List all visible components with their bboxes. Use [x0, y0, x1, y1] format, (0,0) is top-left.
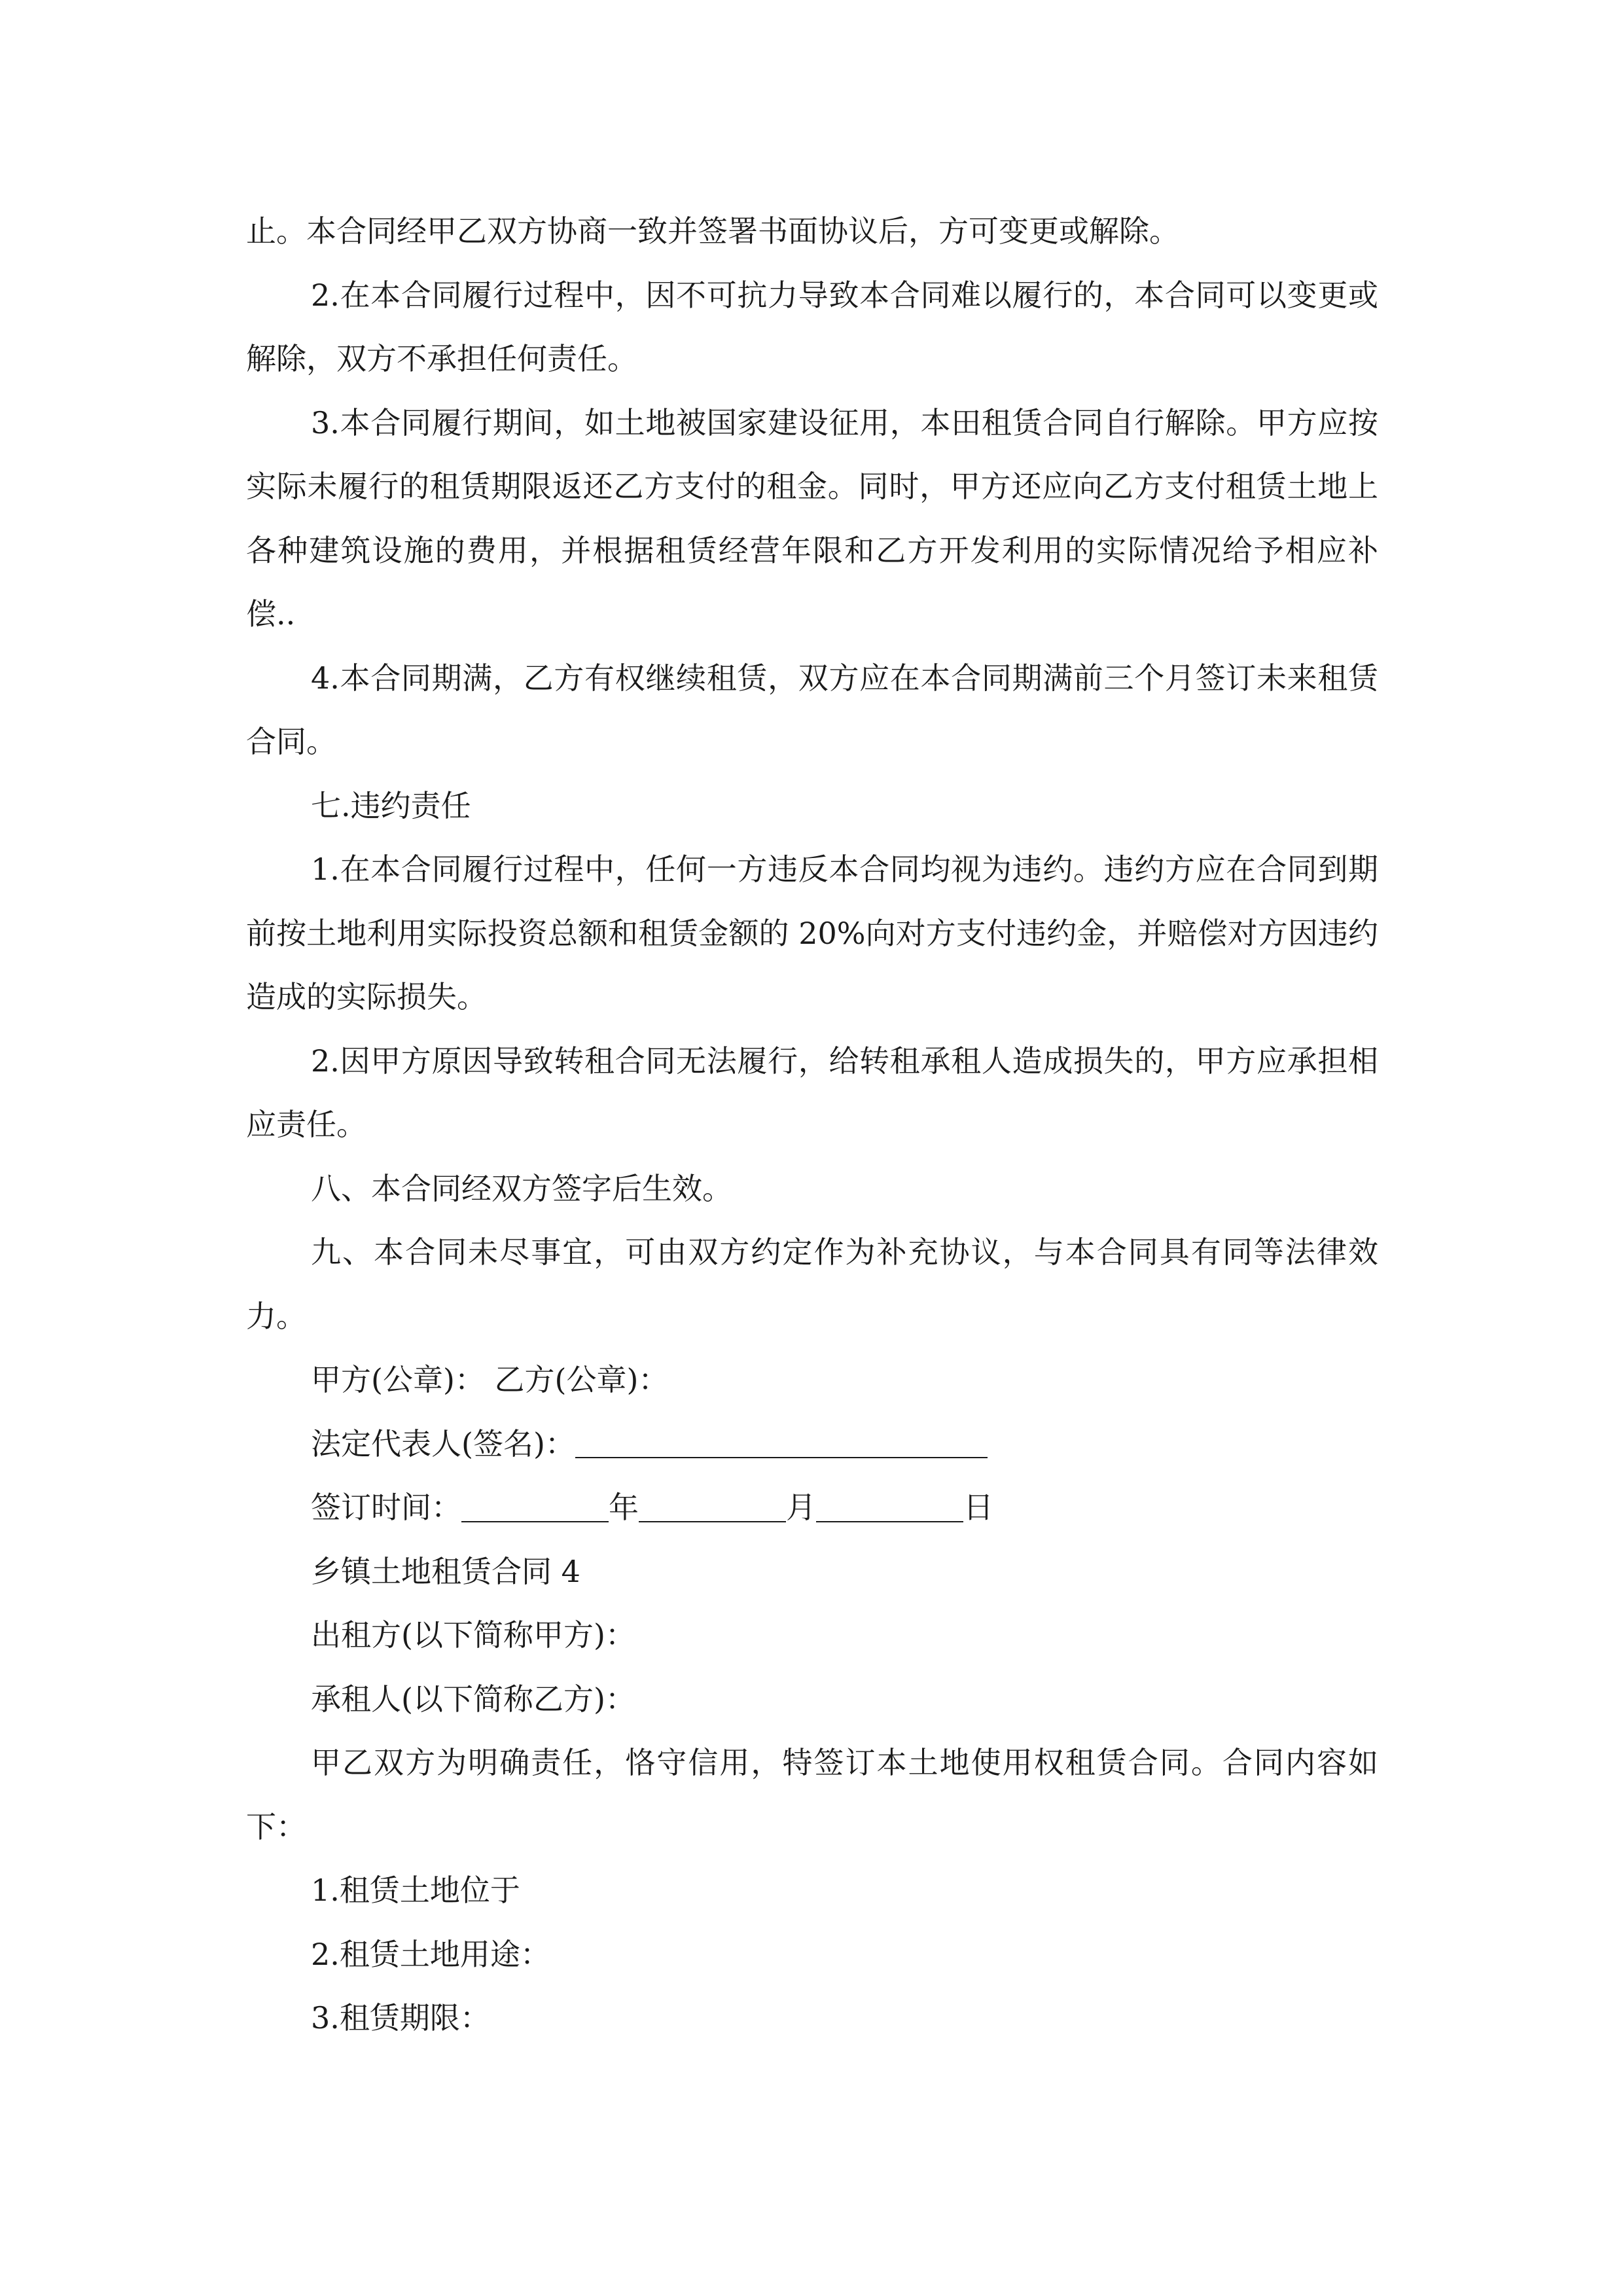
document-body	[246, 200, 1378, 2051]
contract-intro: 甲乙双方为明确责任，恪守信用，特签订本土地使用权租赁合同。合同内容如下：	[246, 1745, 1378, 1844]
representative-signature-blank	[575, 1427, 988, 1458]
contract-item: 1.租赁土地位于	[311, 1873, 520, 1908]
representative-label: 法定代表人(签名)：	[311, 1426, 575, 1462]
paragraph-breach-penalty: 1.在本合同履行过程中，任何一方违反本合同均视为违约。违约方应在合同到期前按土地利用实际投资总额和租赁金额的 20%向对方支付违约金，并赔偿对方因违约造成的实际损失。	[246, 852, 1378, 1014]
paragraph-force-majeure: 2.在本合同履行过程中，因不可抗力导致本合同难以履行的，本合同可以变更或解除，双方不承担任何责任。	[246, 277, 1378, 376]
contract-item: 2.租赁土地用途：	[311, 1936, 550, 1972]
contract-item: 3.租赁期限：	[311, 2000, 490, 2036]
signature-parties: 甲方(公章)： 乙方(公章)：	[311, 1362, 669, 1397]
paragraph-renewal: 4.本合同期满，乙方有权继续租赁，双方应在本合同期满前三个月签订未来租赁合同。	[246, 660, 1378, 759]
lessor-line: 出租方(以下简称甲方)：	[311, 1617, 635, 1653]
month-label: 月	[786, 1490, 816, 1525]
date-label: 签订时间：	[311, 1490, 461, 1525]
month-blank	[639, 1491, 786, 1522]
signature-representative	[246, 1412, 1378, 1477]
paragraph-land-requisition: 3.本合同履行期间，如土地被国家建设征用，本田租赁合同自行解除。甲方应按实际未履行的租赁期限返还乙方支付的租金。同时，甲方还应向乙方支付租赁土地上各种建筑设施的费用，并根据租赁经营年限和乙方开发利用的实际情况给予相应补偿..	[246, 404, 1378, 632]
lessee-line: 承租人(以下简称乙方)：	[311, 1681, 635, 1717]
section-heading-breach: 七.违约责任	[311, 787, 471, 823]
paragraph-termination-continued: 止。本合同经甲乙双方协商一致并签署书面协议后，方可变更或解除。	[246, 213, 1179, 249]
contract-title: 乡镇土地租赁合同 4	[311, 1553, 580, 1589]
year-blank	[461, 1491, 609, 1522]
day-label: 日	[963, 1490, 993, 1525]
day-blank	[816, 1491, 963, 1522]
paragraph-sublease-liability: 2.因甲方原因导致转租合同无法履行，给转租承租人造成损失的，甲方应承担相应责任。	[246, 1043, 1378, 1142]
year-label: 年	[609, 1490, 639, 1525]
paragraph-supplementary: 九、本合同未尽事宜，可由双方约定作为补充协议，与本合同具有同等法律效力。	[246, 1234, 1378, 1334]
signature-date	[246, 1476, 1378, 1540]
paragraph-effective: 八、本合同经双方签字后生效。	[311, 1170, 732, 1206]
